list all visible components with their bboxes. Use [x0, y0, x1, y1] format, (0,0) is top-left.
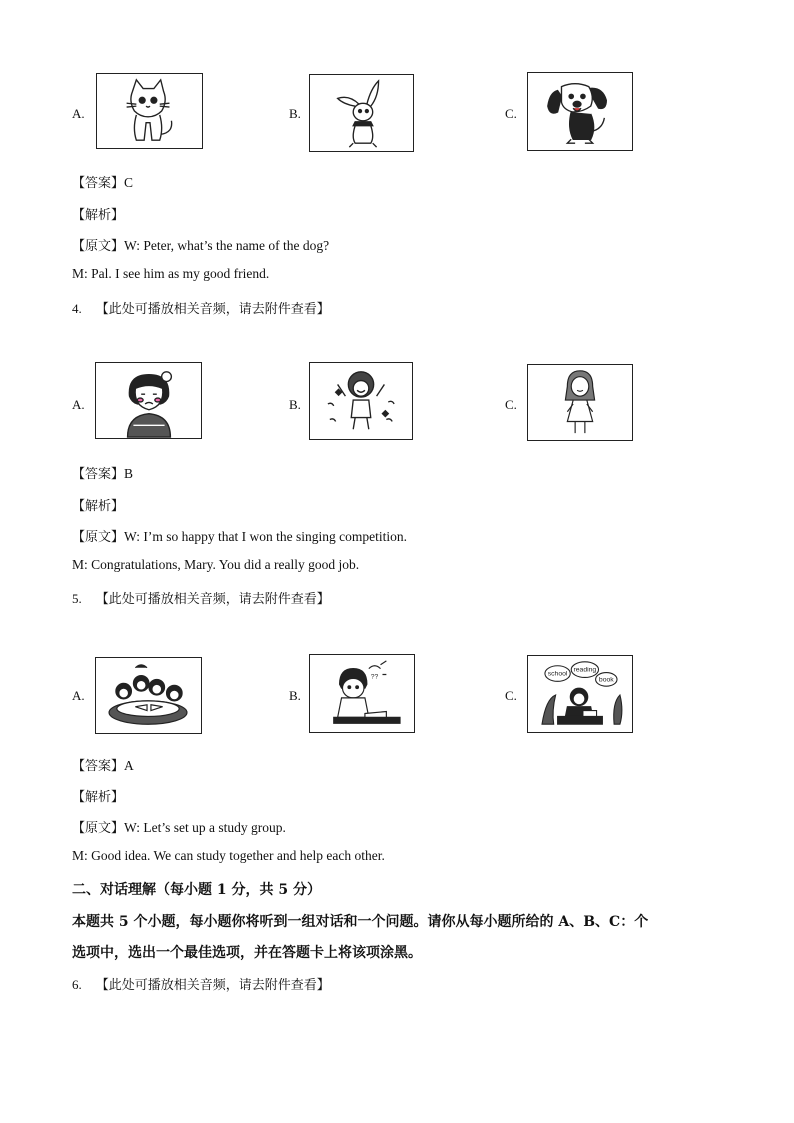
- analysis-tag: 【解析】: [72, 208, 125, 223]
- audio-note: 【此处可播放相关音频，请去附件查看】: [95, 592, 330, 607]
- answer-value: B: [124, 466, 134, 481]
- bubble-school: school: [547, 670, 568, 678]
- bubble-reading: reading: [573, 666, 597, 674]
- question-number: 4.: [72, 301, 82, 316]
- q5-option-b-label: B.: [289, 688, 301, 703]
- study-group-icon: [95, 657, 202, 734]
- q5-prompt: [72, 588, 330, 607]
- audio-note: 【此处可播放相关音频，请去附件查看】: [95, 302, 330, 317]
- answer-tag: 【答案】: [72, 759, 125, 774]
- dialogue-line: M: Good idea. We can study together and help each other.: [72, 848, 385, 863]
- q4-original-line: [72, 526, 407, 545]
- section-heading: 二、对话理解（每小题 1 分，共 5 分）: [72, 882, 321, 898]
- original-tag: 【原文】: [72, 530, 125, 545]
- q3-original-line: [72, 235, 329, 254]
- q5-answer-line: [72, 755, 134, 774]
- q3-option-a-label: A.: [72, 106, 85, 121]
- q3-option-c-label: C.: [505, 106, 517, 121]
- q4-answer-line: [72, 463, 133, 482]
- dialogue-line: W: Let’s set up a study group.: [124, 820, 286, 835]
- q4-option-c-label: C.: [505, 397, 517, 412]
- original-tag: 【原文】: [72, 239, 125, 254]
- section-instruction: 选项中，选出一个最佳选项，并在答题卡上将该项涂黑。: [72, 945, 422, 961]
- q6-prompt: [72, 974, 330, 993]
- q5-original-line: [72, 817, 286, 836]
- dialogue-line: W: I’m so happy that I won the singing competition.: [124, 529, 407, 544]
- dog-icon: [527, 72, 633, 151]
- reading-boy-icon: [527, 655, 633, 733]
- rabbit-icon: [309, 74, 414, 152]
- svg-text:??: ??: [370, 673, 379, 681]
- answer-tag: 【答案】: [72, 176, 125, 191]
- q5-option-c-label: C.: [505, 688, 517, 703]
- original-tag: 【原文】: [72, 821, 125, 836]
- q4-prompt: [72, 298, 330, 317]
- q3-answer-line: [72, 172, 133, 191]
- dialogue-line: W: Peter, what’s the name of the dog?: [124, 238, 330, 253]
- standing-girl-icon: [527, 364, 633, 441]
- sad-girl-icon: [95, 362, 202, 439]
- analysis-tag: 【解析】: [72, 499, 125, 514]
- dialogue-line: M: Congratulations, Mary. You did a really good job.: [72, 557, 360, 572]
- analysis-tag: 【解析】: [72, 790, 125, 805]
- dialogue-line: M: Pal. I see him as my good friend.: [72, 266, 270, 281]
- cat-icon: [96, 73, 203, 149]
- q3-option-b-label: B.: [289, 106, 301, 121]
- audio-note: 【此处可播放相关音频，请去附件查看】: [95, 978, 330, 993]
- section-instruction: 本题共 5 个小题，每小题你将听到一组对话和一个问题。请你从每小题所给的 A、B、C：个: [72, 914, 649, 930]
- q4-option-a-label: A.: [72, 397, 85, 412]
- bubble-book: book: [598, 676, 614, 684]
- answer-value: C: [124, 175, 134, 190]
- answer-tag: 【答案】: [72, 467, 125, 482]
- q5-option-a-label: A.: [72, 688, 85, 703]
- happy-girl-icon: [309, 362, 413, 440]
- answer-value: A: [124, 758, 134, 773]
- question-number: 6.: [72, 977, 82, 992]
- thinking-boy-icon: [309, 654, 415, 733]
- q4-option-b-label: B.: [289, 397, 301, 412]
- question-number: 5.: [72, 591, 82, 606]
